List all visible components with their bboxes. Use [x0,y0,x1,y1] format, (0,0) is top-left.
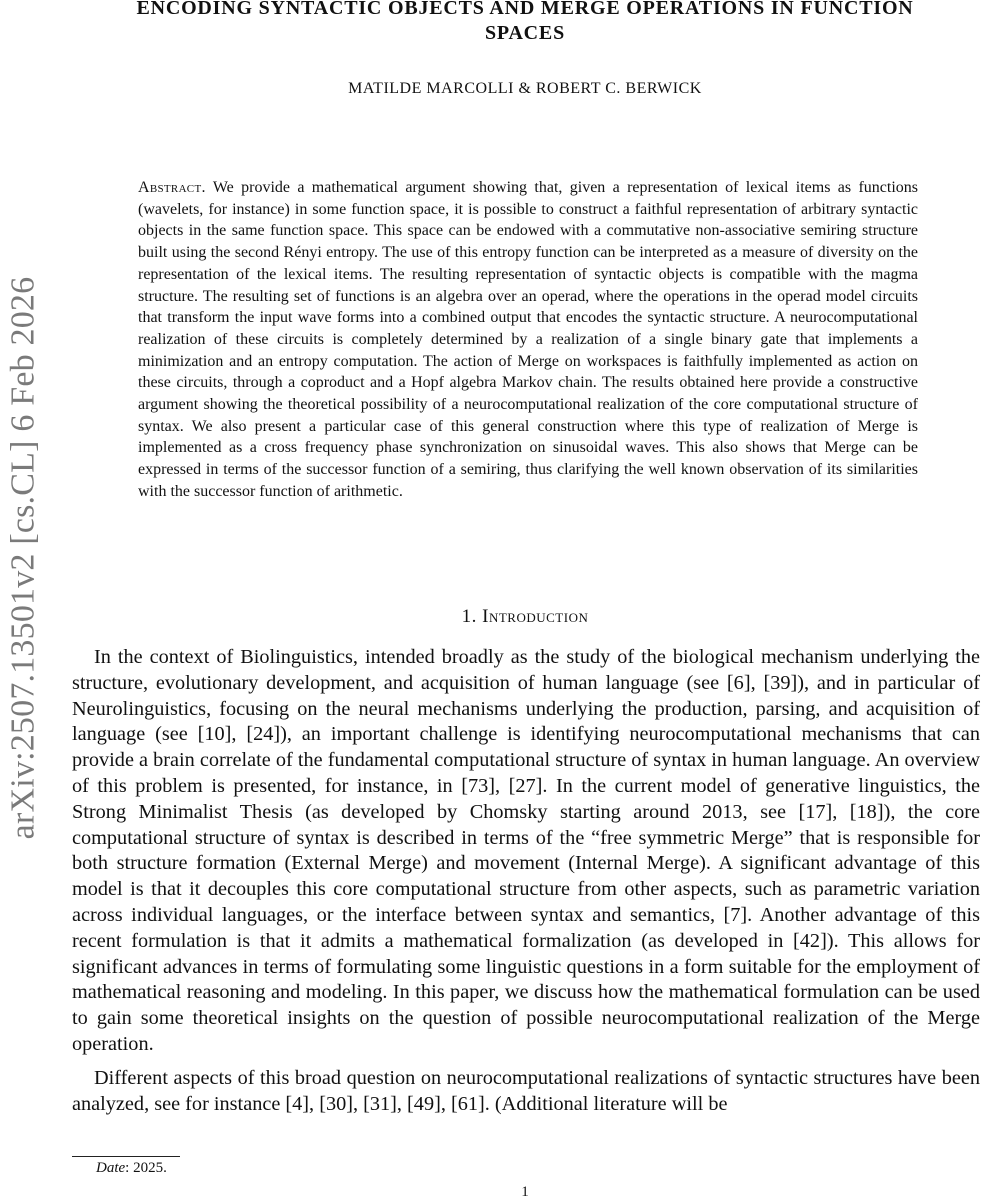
abstract-label: Abstract. [138,179,206,196]
paragraph: In the context of Biolinguistics, intended broadly as the study of the biological mechanism underlying the structure, evolutionary development, and acquisition of human language (see [6], [39]), and in particular of Neurolinguistics, focusing on the neural mechanisms underlying the production, parsing, and acquisition of language (see [10], [24]), an important challenge is identifying neurocomputational mechanisms that can provide a brain correlate of the fundamental computational structure of syntax in human language. An overview of this problem is presented, for instance, in [73], [27]. In the current model of generative linguistics, the Strong Minimalist Thesis (as developed by Chomsky starting around 2013, see [17], [18]), the core computational structure of syntax is described in terms of the “free symmetric Merge” that is responsible for both structure formation (External Merge) and movement (Internal Merge). A significant advantage of this model is that it decouples this core computational structure from other aspects, such as parametric variation across individual languages, or the interface between syntax and semantics, [7]. Another advantage of this recent formulation is that it admits a mathematical formalization (as developed in [42]). This allows for significant advances in terms of formulating some linguistic questions in a form suitable for the employment of mathematical reasoning and modeling. In this paper, we discuss how the mathematical formulation can be used to gain some theoretical insights on the question of possible neurocomputational realization of the Merge operation. [72,646,980,1055]
footnote [96,1160,167,1177]
section-heading [60,606,981,628]
paper-authors: MATILDE MARCOLLI & ROBERT C. BERWICK [348,80,702,97]
arxiv-identifier: arXiv:2507.13501v2 [cs.CL] 6 Feb 2026 [4,276,41,840]
page-number: 1 [521,1184,529,1200]
paragraph: Different aspects of this broad question on neurocomputational realizations of syntactic structures have been analyzed, see for instance [4], [30], [31], [49], [61]. (Additional literature will be [72,1066,980,1115]
arxiv-watermark [0,248,46,868]
section-number: 1. [461,606,477,627]
footnote-value: : 2025. [125,1160,167,1176]
abstract-text: We provide a mathematical argument showing that, given a representation of lexical items as functions (wavelets, for instance) in some function space, it is possible to construct a faithful representation of arbitrary syntactic objects in the same function space. This space can be endowed with a commutative non-associative semiring structure built using the second Rényi entropy. The use of this entropy function can be interpreted as a measure of diversity on the representation of the lexical items. The resulting representation of syntactic objects is compatible with the magma structure. The resulting set of functions is an algebra over an operad, where the operations in the operad model circuits that transform the input wave forms into a combined output that encodes the syntactic structure. A neurocomputational realization of these circuits is completely determined by a realization of a single binary gate that implements a minimization and an entropy computation. The action of Merge on workspaces is faithfully implemented as action on these circuits, through a coproduct and a Hopf algebra Markov chain. The results obtained here provide a constructive argument showing the theoretical possibility of a neurocomputational realization of the core computational structure of syntax. We also present a particular case of this general construction where this type of realization of Merge is implemented as a cross frequency phase synchronization on sinusoidal waves. This also shows that Merge can be expressed in terms of the successor function of a semiring, thus clarifying the well known observation of its similarities with the successor function of arithmetic. [138,179,918,500]
section-title: Introduction [482,606,589,627]
footnote-label: Date [96,1160,126,1176]
body-text [72,645,980,1117]
abstract [138,177,918,503]
paper-title: ENCODING SYNTACTIC OBJECTS AND MERGE OPERATIONS IN FUNCTION SPACES [136,0,914,44]
footnote-rule [72,1156,180,1157]
